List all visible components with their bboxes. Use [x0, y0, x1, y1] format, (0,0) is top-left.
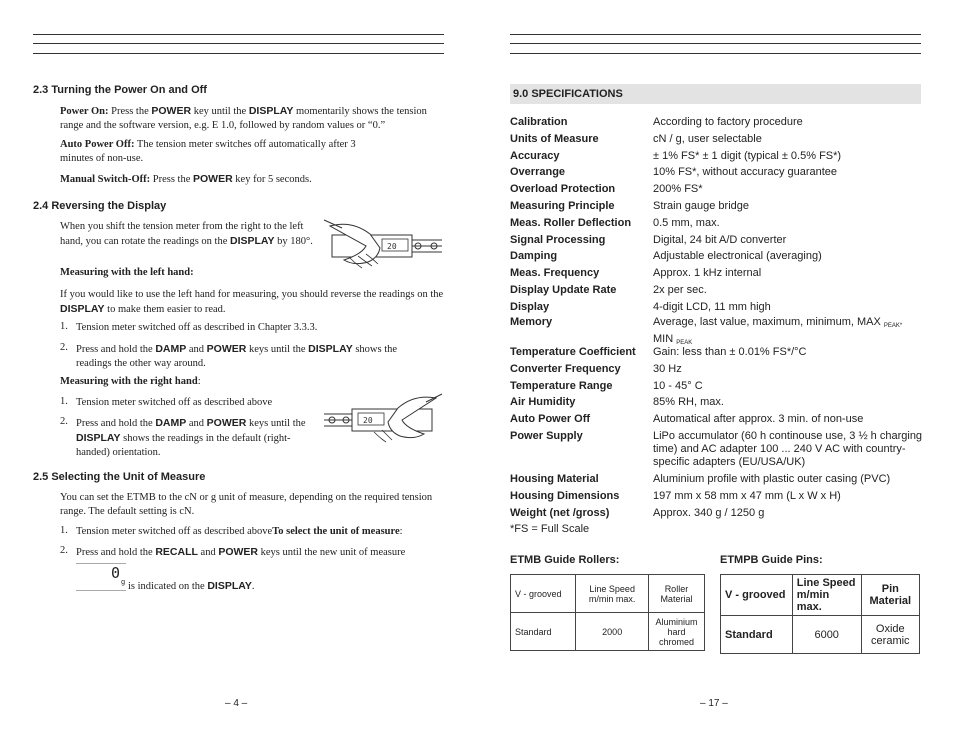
right-hand-step-2: Press and hold the DAMP and POWER keys until the DISPLAY shows the readings in the default (right-handed) orientation.	[76, 417, 306, 458]
spec-key: Power Supply	[510, 430, 583, 442]
power-on-paragraph: Power On: Press the POWER key until the DISPLAY momentarily shows the tension range and the software version, e.g. E 1.0, followed by random values or “0.”	[60, 105, 427, 131]
spec-key: Meas. Roller Deflection	[510, 216, 632, 229]
table-header-cell: Line Speed m/min max.	[792, 575, 861, 616]
step-number: 2.	[60, 416, 68, 427]
spec-key: Damping	[510, 250, 558, 263]
spec-value: 0.5 mm, max.	[653, 216, 720, 229]
step-number: 1.	[60, 525, 68, 536]
spec-value: Digital, 24 bit A/D converter	[653, 233, 787, 246]
spec-value: 10 - 45° C	[653, 379, 703, 392]
header-rule	[33, 43, 444, 44]
specifications-heading: 9.0 SPECIFICATIONS	[510, 84, 921, 104]
unit-step-1: Tension meter switched off as described aboveTo select the unit of measure:	[76, 526, 403, 537]
spec-value: 4-digit LCD, 11 mm high	[653, 300, 771, 313]
lcd-unit-display	[76, 563, 126, 591]
spec-key: Auto Power Off	[510, 413, 591, 426]
header-rule	[510, 53, 921, 54]
left-hand-meter-illustration	[322, 218, 444, 270]
header-rule	[33, 53, 444, 54]
auto-power-off-paragraph: Auto Power Off: The tension meter switches off automatically after 3 minutes of non-use.	[60, 139, 356, 164]
guide-rollers-title: ETMB Guide Rollers:	[510, 554, 620, 566]
spec-value: cN / g, user selectable	[653, 132, 762, 145]
spec-value: Gain: less than ± 0.01% FS*/°C	[653, 346, 807, 358]
header-rule	[33, 34, 444, 35]
left-hand-paragraph: If you would like to use the left hand for measuring, you should reverse the readings on the DISPLAY to make them easier to read.	[60, 289, 444, 315]
section-heading-2-4: 2.4 Reversing the Display	[33, 200, 167, 212]
spec-value: 200% FS*	[653, 183, 703, 196]
left-hand-step-1: Tension meter switched off as described in Chapter 3.3.3.	[76, 322, 318, 333]
left-hand-label: Measuring with the left hand:	[60, 267, 194, 278]
header-rule	[510, 34, 921, 35]
lcd-unit: g	[121, 579, 125, 586]
step-number: 1.	[60, 321, 68, 332]
spec-key: Measuring Principle	[510, 200, 615, 212]
fs-footnote: *FS = Full Scale	[510, 523, 590, 535]
table-cell: Standard	[511, 613, 576, 651]
table-cell: 6000	[792, 616, 861, 654]
spec-value: 85% RH, max.	[653, 396, 724, 409]
manual-switch-off-paragraph: Manual Switch-Off: Press the POWER key for 5 seconds.	[60, 173, 312, 185]
section-heading-2-5: 2.5 Selecting the Unit of Measure	[33, 471, 206, 483]
step-number: 2.	[60, 545, 68, 556]
spec-key: Weight (net /gross)	[510, 506, 610, 519]
table-header-cell: Roller Material	[648, 575, 704, 613]
spec-value: Approx. 1 kHz internal	[653, 267, 762, 280]
spec-key: Overload Protection	[510, 183, 616, 196]
right-hand-label: Measuring with the right hand:	[60, 376, 201, 387]
table-header-cell: V - grooved	[511, 575, 576, 613]
spec-value: Strain gauge bridge	[653, 200, 750, 212]
spec-key: Memory	[510, 316, 553, 328]
spec-key: Display	[510, 300, 550, 313]
spec-key: Temperature Coefficient	[510, 346, 636, 358]
spec-value: 10% FS*, without accuracy guarantee	[653, 166, 838, 179]
spec-value: ± 1% FS* ± 1 digit (typical ± 0.5% FS*)	[653, 149, 842, 162]
reversing-intro: When you shift the tension meter from the right to the left hand, you can rotate the readings on the DISPLAY by 180°.	[60, 221, 313, 247]
table-cell: Standard	[721, 616, 793, 654]
spec-value: According to factory procedure	[653, 116, 803, 128]
guide-rollers-table	[510, 574, 705, 651]
page-number-left: – 4 –	[225, 698, 248, 709]
spec-key: Calibration	[510, 116, 568, 128]
spec-value: LiPo accumulator (60 h continouse use, 3 ½ h charging time) and AC adapter 100 ... 240 V AC with country-specific adapters (EU/USA/UK)	[653, 430, 923, 468]
unit-intro: You can set the ETMB to the cN or g unit of measure, depending on the required tension range. The default setting is cN.	[60, 492, 433, 517]
header-rule	[510, 43, 921, 44]
spec-value: 2x per sec.	[653, 284, 707, 296]
svg-text:20: 20	[387, 242, 397, 251]
spec-key: Air Humidity	[510, 396, 576, 409]
spec-key: Overrange	[510, 166, 566, 179]
table-cell: Oxide ceramic	[861, 616, 919, 654]
spec-key: Temperature Range	[510, 379, 613, 392]
table-header-cell: V - grooved	[721, 575, 793, 616]
spec-key: Housing Material	[510, 473, 599, 485]
step-number: 2.	[60, 342, 68, 353]
guide-pins-table	[720, 574, 920, 654]
table-header-cell: Pin Material	[861, 575, 919, 616]
unit-step-2: Press and hold the RECALL and POWER keys until the new unit of measure	[76, 546, 406, 558]
spec-value: Aluminium profile with plastic outer casing (PVC)	[653, 473, 891, 485]
spec-key: Converter Frequency	[510, 362, 621, 375]
spec-value: Automatical after approx. 3 min. of non-use	[653, 413, 864, 426]
lcd-digit: 0	[110, 564, 120, 582]
spec-value: 30 Hz	[653, 362, 682, 375]
spec-value: Adjustable electronical (averaging)	[653, 250, 822, 263]
spec-key: Meas. Frequency	[510, 267, 600, 280]
svg-text:20: 20	[363, 416, 373, 425]
table-cell: Aluminium hard chromed	[648, 613, 704, 651]
unit-indicated-text: is indicated on the DISPLAY.	[128, 580, 255, 592]
spec-key: Signal Processing	[510, 233, 606, 246]
left-hand-step-2: Press and hold the DAMP and POWER keys until the DISPLAY shows the readings the other way around.	[76, 343, 398, 369]
right-hand-step-1: Tension meter switched off as described above	[76, 397, 273, 408]
spec-key: Accuracy	[510, 149, 560, 162]
spec-key: Display Update Rate	[510, 284, 617, 296]
table-header-cell: Line Speed m/min max.	[576, 575, 648, 613]
section-heading-2-3: 2.3 Turning the Power On and Off	[33, 84, 207, 96]
right-hand-meter-illustration	[322, 392, 444, 444]
spec-key: Units of Measure	[510, 132, 599, 145]
spec-key: Housing Dimensions	[510, 489, 620, 502]
guide-pins-title: ETMPB Guide Pins:	[720, 554, 823, 566]
page-number-right: – 17 –	[700, 698, 728, 709]
spec-value: Average, last value, maximum, minimum, MAX $_{PEAK*}$ MIN $_{PEAK}$	[653, 316, 903, 346]
step-number: 1.	[60, 396, 68, 407]
table-cell: 2000	[576, 613, 648, 651]
spec-value: 197 mm x 58 mm x 47 mm (L x W x H)	[653, 489, 841, 502]
spec-value: Approx. 340 g / 1250 g	[653, 506, 765, 519]
